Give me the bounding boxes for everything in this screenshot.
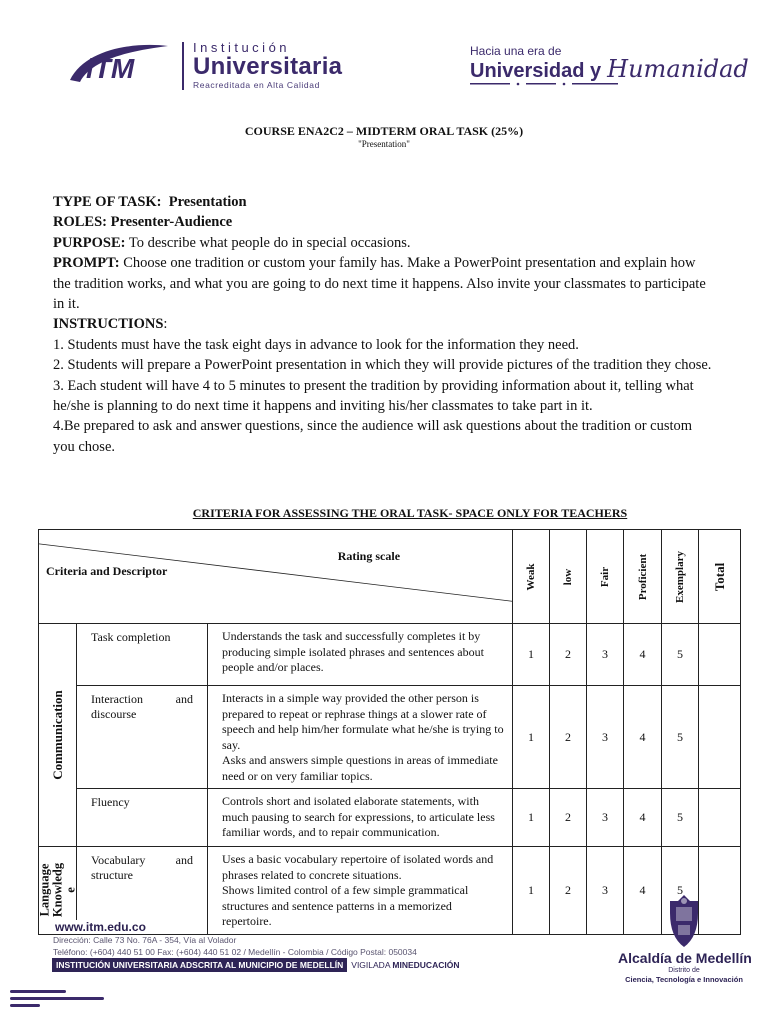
score-weak: 1 xyxy=(513,686,550,789)
task-description xyxy=(53,192,713,457)
task-type-value: Presentation xyxy=(168,194,247,210)
criterion-word: and xyxy=(175,853,193,867)
category-line: Language xyxy=(37,863,51,917)
task-purpose-value: To describe what people do in special occasions. xyxy=(128,234,411,251)
institution-accreditation: Reacreditada en Alta Calidad xyxy=(193,80,320,90)
descriptor-text: Interacts in a simple way provided the other person is prepared to repeat or rephrase things at a slower rate of speech and help him/her formulate what he/she is trying to say. xyxy=(222,691,504,752)
score-weak: 1 xyxy=(513,789,550,847)
itm-logo-icon xyxy=(66,40,172,88)
score-weak: 1 xyxy=(513,847,550,935)
slogan-underline-dots xyxy=(470,82,620,86)
instructions-label: INSTRUCTIONS xyxy=(53,316,164,333)
criterion-interaction-discourse xyxy=(77,686,208,789)
score-weak: 1 xyxy=(513,624,550,686)
slogan xyxy=(470,44,749,82)
table-row xyxy=(39,624,741,686)
score-low: 2 xyxy=(550,789,587,847)
score-fair: 3 xyxy=(587,789,624,847)
mineducacion-text: MINEDUCACIÓN xyxy=(392,960,460,970)
slogan-line1: Hacia una era de xyxy=(470,44,562,58)
task-roles-value: Presenter-Audience xyxy=(110,214,233,231)
rubric-header-row xyxy=(39,530,741,624)
score-fair: 3 xyxy=(587,847,624,935)
total-cell xyxy=(699,686,741,789)
instruction-item: 1. Students must have the task eight days in advance to look for the information they need. xyxy=(53,336,579,353)
rubric-table xyxy=(38,529,741,935)
task-purpose xyxy=(53,233,713,253)
scale-label: Fair xyxy=(599,566,612,587)
descriptor-text: Asks and answers simple questions in areas of immediate need or on very familiar topics. xyxy=(222,753,498,783)
score-proficient: 4 xyxy=(624,624,662,686)
total-cell xyxy=(699,789,741,847)
slogan-line2 xyxy=(470,55,749,83)
task-purpose-label: PURPOSE: xyxy=(53,234,126,251)
header-divider xyxy=(182,42,184,90)
descriptor: Controls short and isolated elaborate statements, with much pausing to search for expressions, to articulate less familiar words, and to repair communication. xyxy=(208,789,513,847)
footer-bar xyxy=(52,958,463,972)
slogan-script: Humanidad xyxy=(607,55,749,83)
rubric-header-cell xyxy=(39,530,513,624)
score-low: 2 xyxy=(550,847,587,935)
score-exemplary: 5 xyxy=(662,624,699,686)
scale-label: Exemplary xyxy=(674,550,687,603)
category-line: Knowledg xyxy=(50,863,64,918)
score-fair: 3 xyxy=(587,686,624,789)
criterion-word: discourse xyxy=(91,707,137,721)
alcaldia-district: Distrito de xyxy=(668,967,700,974)
score-low: 2 xyxy=(550,686,587,789)
criterion-word: structure xyxy=(91,868,133,882)
scale-header-weak xyxy=(513,530,550,624)
institution-line1: Institución xyxy=(193,40,291,55)
descriptor xyxy=(208,686,513,789)
score-exemplary: 5 xyxy=(662,686,699,789)
course-title: COURSE ENA2C2 – MIDTERM ORAL TASK (25%) xyxy=(244,124,524,138)
institution-name xyxy=(193,40,342,91)
slogan-bold: Universidad y xyxy=(470,60,602,82)
instruction-item: 2. Students will prepare a PowerPoint presentation in which they will provide pictures of the tradition they chose. xyxy=(53,357,712,374)
score-low: 2 xyxy=(550,624,587,686)
scale-header-low xyxy=(550,530,587,624)
criterion-word: Vocabulary xyxy=(91,853,146,867)
category-line: e xyxy=(63,887,77,894)
svg-text:iTM: iTM xyxy=(86,53,135,84)
score-proficient: 4 xyxy=(624,847,662,935)
total-cell xyxy=(699,847,741,935)
task-prompt-value: Choose one tradition or custom your family has. Make a PowerPoint presentation and explain how the tradition works, and what you are going to do next time it happens. Also invite your classmates to participate in it. xyxy=(53,255,706,313)
criterion-fluency: Fluency xyxy=(77,789,208,847)
alcaldia-logo xyxy=(618,950,750,985)
scale-label: Weak xyxy=(525,563,538,590)
score-proficient: 4 xyxy=(624,789,662,847)
score-exemplary: 5 xyxy=(662,847,699,935)
criteria-descriptor-label: Criteria and Descriptor xyxy=(46,564,168,578)
category-communication xyxy=(39,624,77,847)
category-label xyxy=(38,863,77,917)
instruction-item: 4.Be prepared to ask and answer questions, since the audience will ask questions about the tradition or custom you chose. xyxy=(53,418,693,455)
instruction-item: 3. Each student will have 4 to 5 minutes to present the tradition by providing information about it, telling what he/she is planning to do next time it happens and inviting his/her classmates to take part in it. xyxy=(53,377,694,415)
total-cell xyxy=(699,624,741,686)
address-text: Dirección: Calle 73 No. 76A - 354, Vía al Volador xyxy=(53,935,237,945)
contact-info xyxy=(53,934,417,958)
alcaldia-name: Alcaldía de Medellín xyxy=(618,950,752,966)
criterion-word: Interaction xyxy=(91,692,143,706)
phone-text: Teléfono: (+604) 440 51 00 Fax: (+604) 440 51 02 / Medellín - Colombia / Código Postal: 050034 xyxy=(53,947,417,957)
score-fair: 3 xyxy=(587,624,624,686)
rating-scale-label: Rating scale xyxy=(337,549,401,563)
page-header xyxy=(0,0,768,110)
descriptor: Understands the task and successfully completes it by producing simple isolated phrases and sentences about people and/or places. xyxy=(208,624,513,686)
descriptor-text: Shows limited control of a few simple grammatical structures and sentence patterns in a memorized repertoire. xyxy=(222,883,469,928)
descriptor xyxy=(208,847,513,935)
task-prompt-label: PROMPT: xyxy=(53,255,120,272)
task-prompt xyxy=(53,253,713,314)
vigilada-text: VIGILADA xyxy=(351,960,391,970)
task-type xyxy=(53,192,713,212)
task-roles xyxy=(53,212,713,232)
scale-header-proficient xyxy=(624,530,662,624)
table-row xyxy=(39,789,741,847)
criteria-heading: CRITERIA FOR ASSESSING THE ORAL TASK- SPACE ONLY FOR TEACHERS xyxy=(192,506,628,520)
descriptor-text: Uses a basic vocabulary repertoire of isolated words and phrases related to concrete situations. xyxy=(222,852,494,882)
scale-label: Proficient xyxy=(636,553,649,600)
alcaldia-tagline: Ciencia, Tecnología e Innovación xyxy=(625,975,743,984)
scale-header-exemplary xyxy=(662,530,699,624)
total-header xyxy=(699,530,741,624)
task-type-label: TYPE OF TASK: xyxy=(53,194,162,210)
footer-bar-institution: INSTITUCIÓN UNIVERSITARIA ADSCRITA AL MUNICIPIO DE MEDELLÍN xyxy=(52,958,347,972)
score-exemplary: 5 xyxy=(662,789,699,847)
course-subtitle: "Presentation" xyxy=(358,139,410,149)
instructions-heading: INSTRUCTIONS: xyxy=(53,316,168,333)
scale-header-fair xyxy=(587,530,624,624)
category-label: Communication xyxy=(49,690,65,780)
criterion-word: and xyxy=(175,692,193,706)
total-label: Total xyxy=(711,562,727,591)
score-proficient: 4 xyxy=(624,686,662,789)
institution-line2: Universitaria xyxy=(193,53,343,80)
alcaldia-coat-of-arms-icon xyxy=(664,893,704,949)
scale-label: low xyxy=(562,568,575,585)
decorative-lines-icon xyxy=(10,988,104,1008)
website-link[interactable]: www.itm.edu.co xyxy=(55,920,146,934)
criterion-task-completion: Task completion xyxy=(77,624,208,686)
table-row xyxy=(39,686,741,789)
footer-bar-vigilada xyxy=(347,958,463,972)
task-roles-label: ROLES: xyxy=(53,214,107,231)
